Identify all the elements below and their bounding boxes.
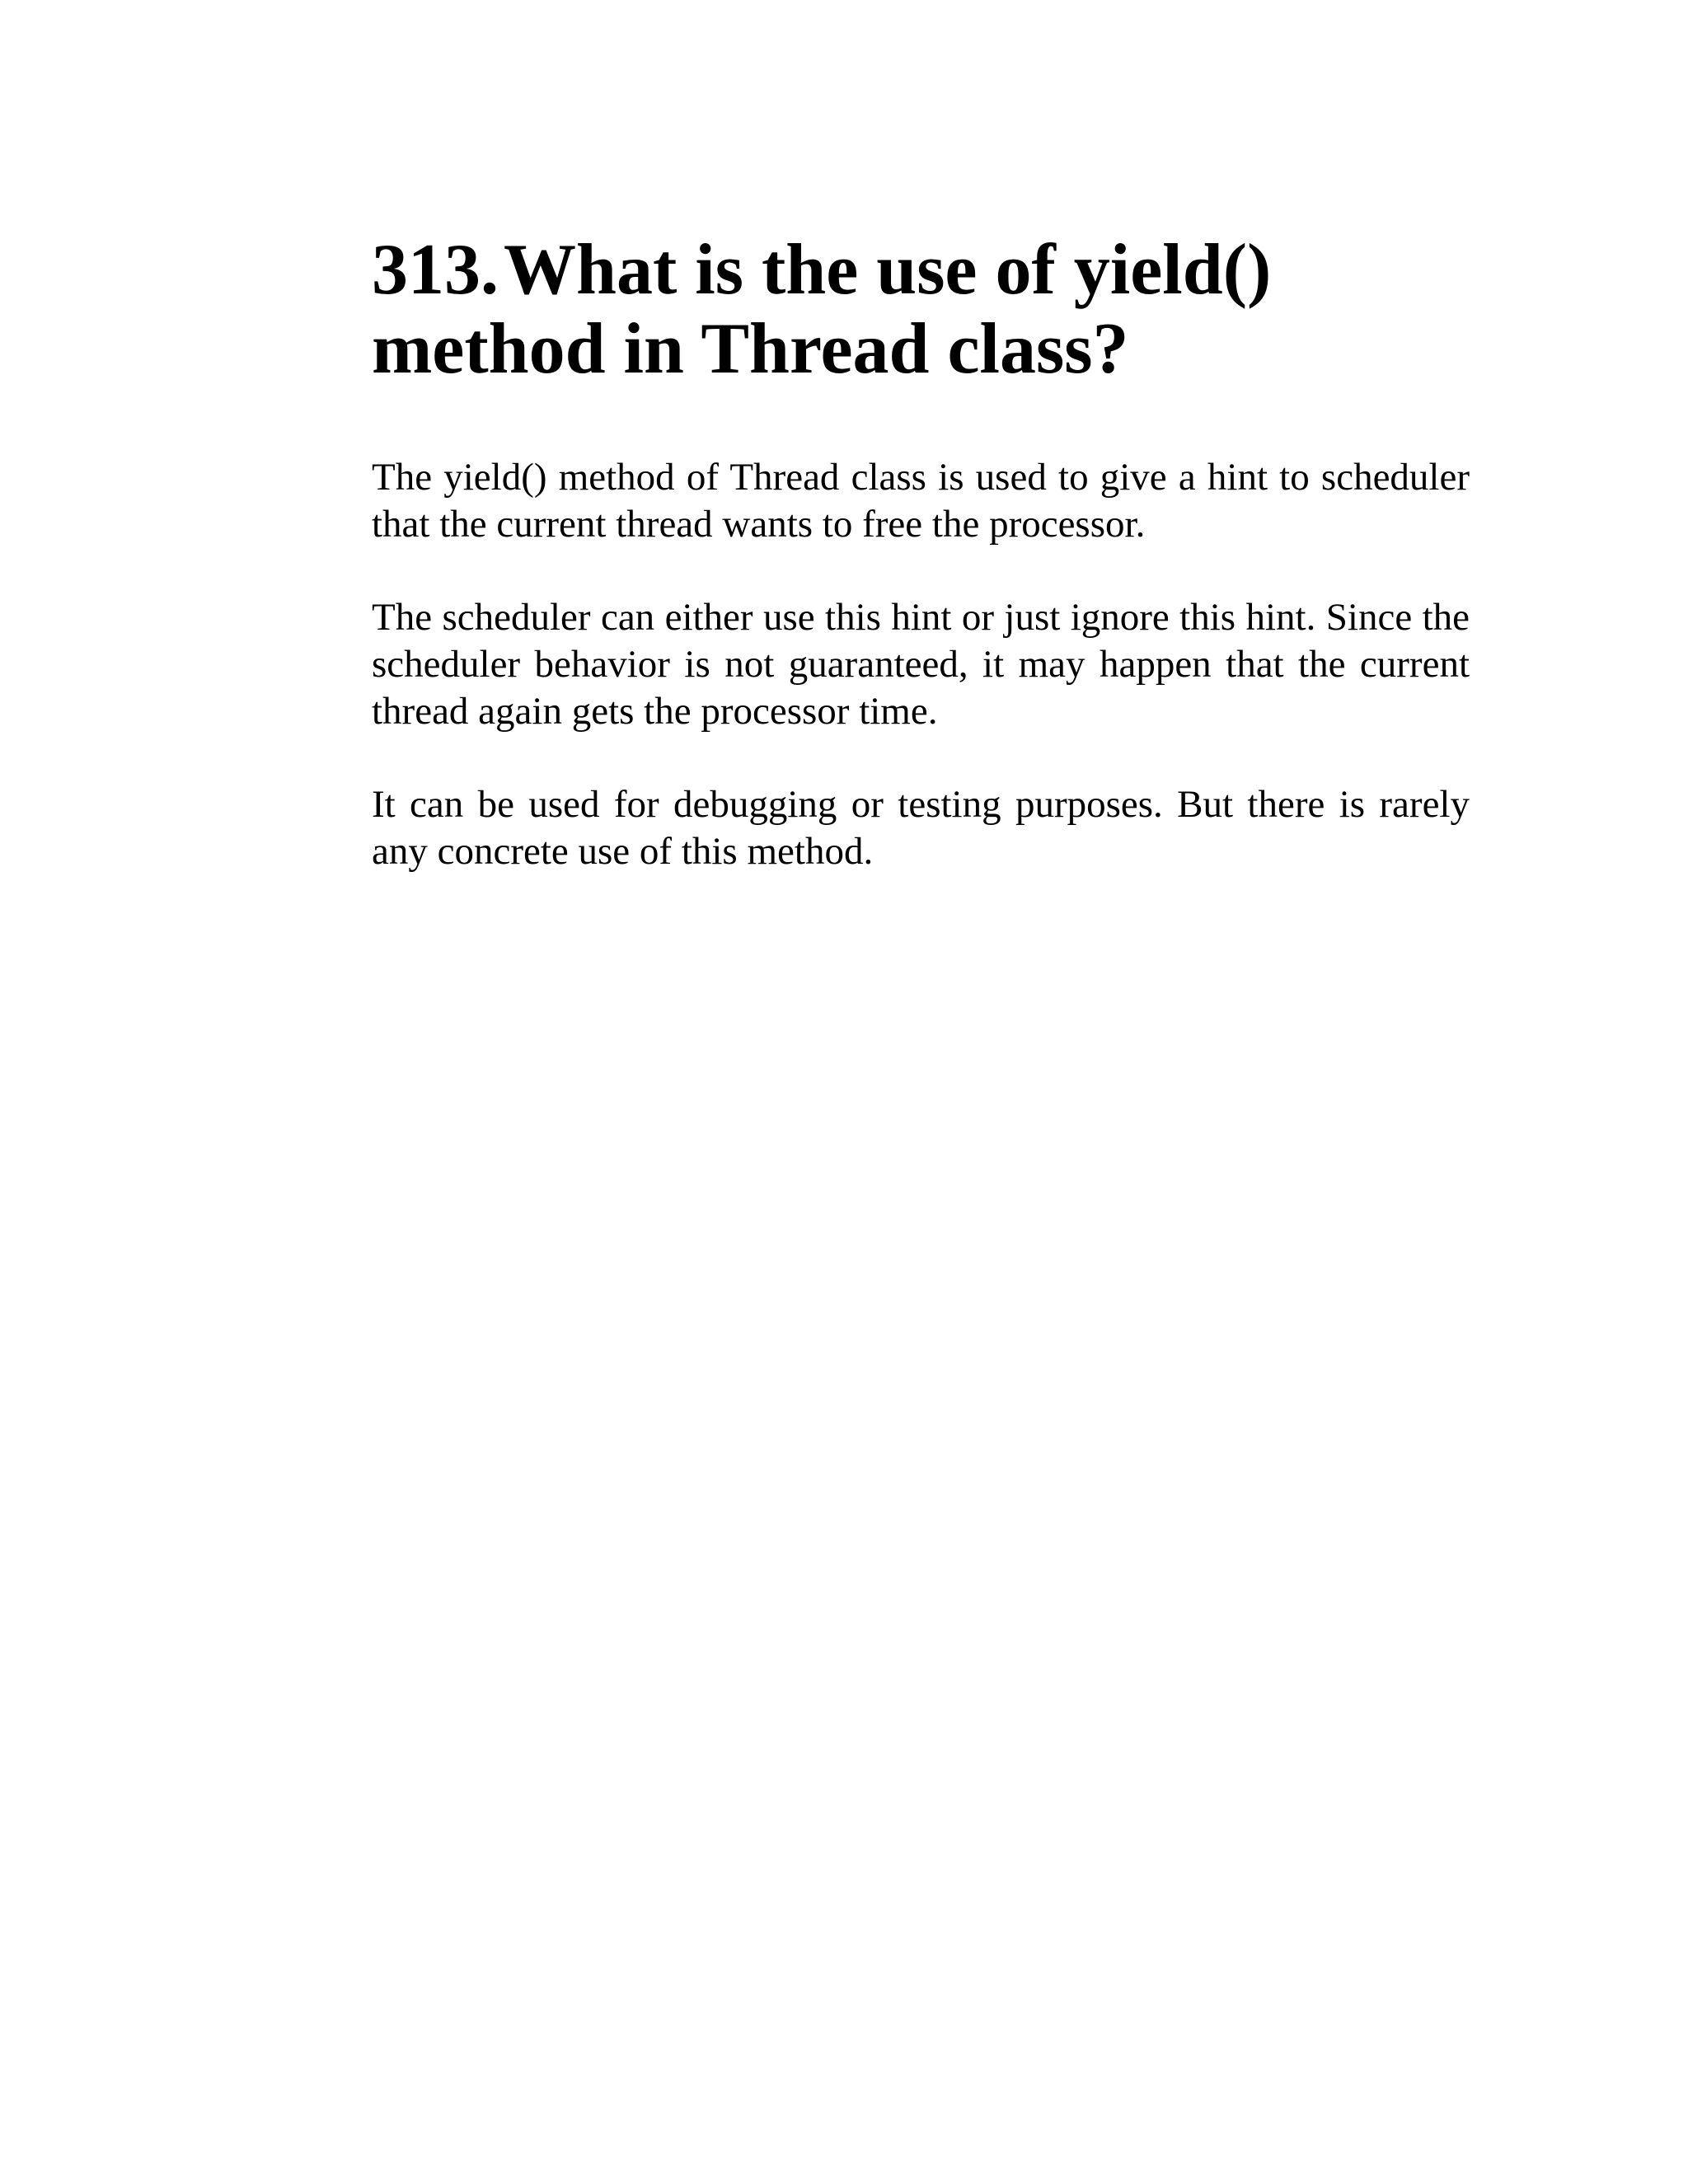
question-title: What is the use of yield() method in Thread class? <box>372 230 1272 389</box>
answer-paragraph-3: It can be used for debugging or testing purposes. But there is rarely any concrete use of this method. <box>372 783 1470 873</box>
answer-paragraph-1: The yield() method of Thread class is used to give a hint to scheduler that the current thread wants to free the processor. <box>372 456 1470 546</box>
question-number: 313. <box>372 230 499 310</box>
answer-paragraph-2: The scheduler can either use this hint or just ignore this hint. Since the scheduler behavior is not guaranteed, it may happen that the current thread again gets the processor time. <box>372 596 1470 733</box>
page-content <box>372 231 1470 875</box>
question-heading <box>372 231 1470 389</box>
